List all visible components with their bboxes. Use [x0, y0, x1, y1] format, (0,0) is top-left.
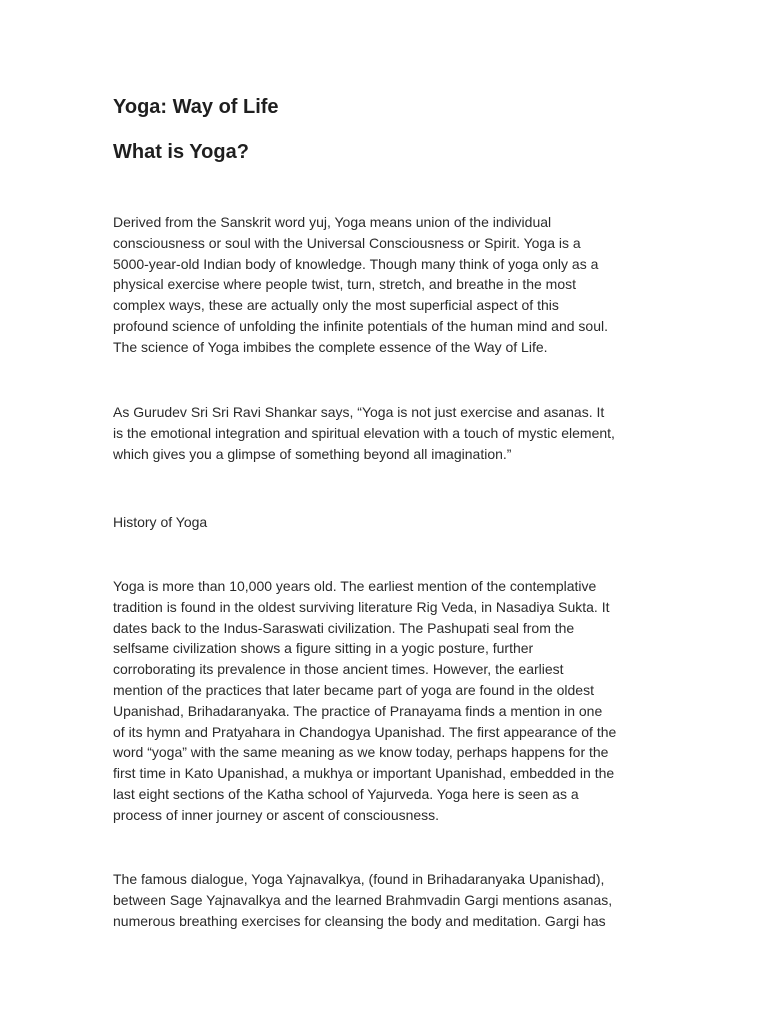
- text-line: last eight sections of the Katha school of Yajurveda. Yoga here is seen as a: [113, 785, 579, 802]
- text-line: dates back to the Indus-Saraswati civilization. The Pashupati seal from the: [113, 619, 575, 636]
- section-title-what-is-yoga: What is Yoga?: [113, 141, 249, 163]
- text-line: As Gurudev Sri Sri Ravi Shankar says, “Yoga is not just exercise and asanas. It: [113, 404, 605, 420]
- section-heading-history: History of Yoga: [113, 514, 208, 530]
- text-line: which gives you a glimpse of something beyond all imagination.”: [113, 445, 512, 462]
- text-line: Upanishad, Brihadaranyaka. The practice of Pranayama finds a mention in one: [113, 702, 603, 719]
- text-line: profound science of unfolding the infinite potentials of the human mind and soul.: [113, 317, 608, 334]
- text-line: between Sage Yajnavalkya and the learned Brahmvadin Gargi mentions asanas,: [113, 891, 613, 908]
- text-line: first time in Kato Upanishad, a mukhya or important Upanishad, embedded in the: [113, 765, 615, 782]
- text-line: complex ways, these are actually only the most superficial aspect of this: [113, 297, 559, 314]
- text-line: tradition is found in the oldest surviving literature Rig Veda, in Nasadiya Sukta. It: [113, 598, 610, 615]
- paragraph-quote: [113, 402, 658, 464]
- text-line: The science of Yoga imbibes the complete essence of the Way of Life.: [113, 338, 548, 355]
- paragraph-dialogue: [113, 869, 658, 931]
- text-line: of its hymn and Pratyahara in Chandogya Upanishad. The first appearance of the: [113, 723, 617, 740]
- paragraph-definition: [113, 212, 658, 358]
- text-line: word “yoga” with the same meaning as we know today, perhaps happens for the: [113, 744, 609, 761]
- text-line: Derived from the Sanskrit word yuj, Yoga means union of the individual: [113, 214, 552, 230]
- text-line: numerous breathing exercises for cleansing the body and meditation. Gargi has: [113, 912, 606, 929]
- text-line: selfsame civilization shows a figure sitting in a yogic posture, further: [113, 640, 534, 657]
- text-line: process of inner journey or ascent of consciousness.: [113, 806, 440, 823]
- text-line: The famous dialogue, Yoga Yajnavalkya, (found in Brihadaranyaka Upanishad),: [113, 871, 605, 887]
- text-line: consciousness or soul with the Universal Consciousness or Spirit. Yoga is a: [113, 234, 581, 251]
- text-line: is the emotional integration and spiritual elevation with a touch of mystic element,: [113, 424, 615, 441]
- document-title: Yoga: Way of Life: [113, 96, 279, 118]
- text-line: mention of the practices that later became part of yoga are found in the oldest: [113, 681, 594, 698]
- paragraph-history: [113, 576, 658, 826]
- text-line: 5000-year-old Indian body of knowledge. Though many think of yoga only as a: [113, 255, 599, 272]
- text-line: corroborating its prevalence in those ancient times. However, the earliest: [113, 661, 564, 678]
- text-line: Yoga is more than 10,000 years old. The earliest mention of the contemplative: [113, 578, 597, 594]
- text-line: physical exercise where people twist, turn, stretch, and breathe in the most: [113, 276, 577, 293]
